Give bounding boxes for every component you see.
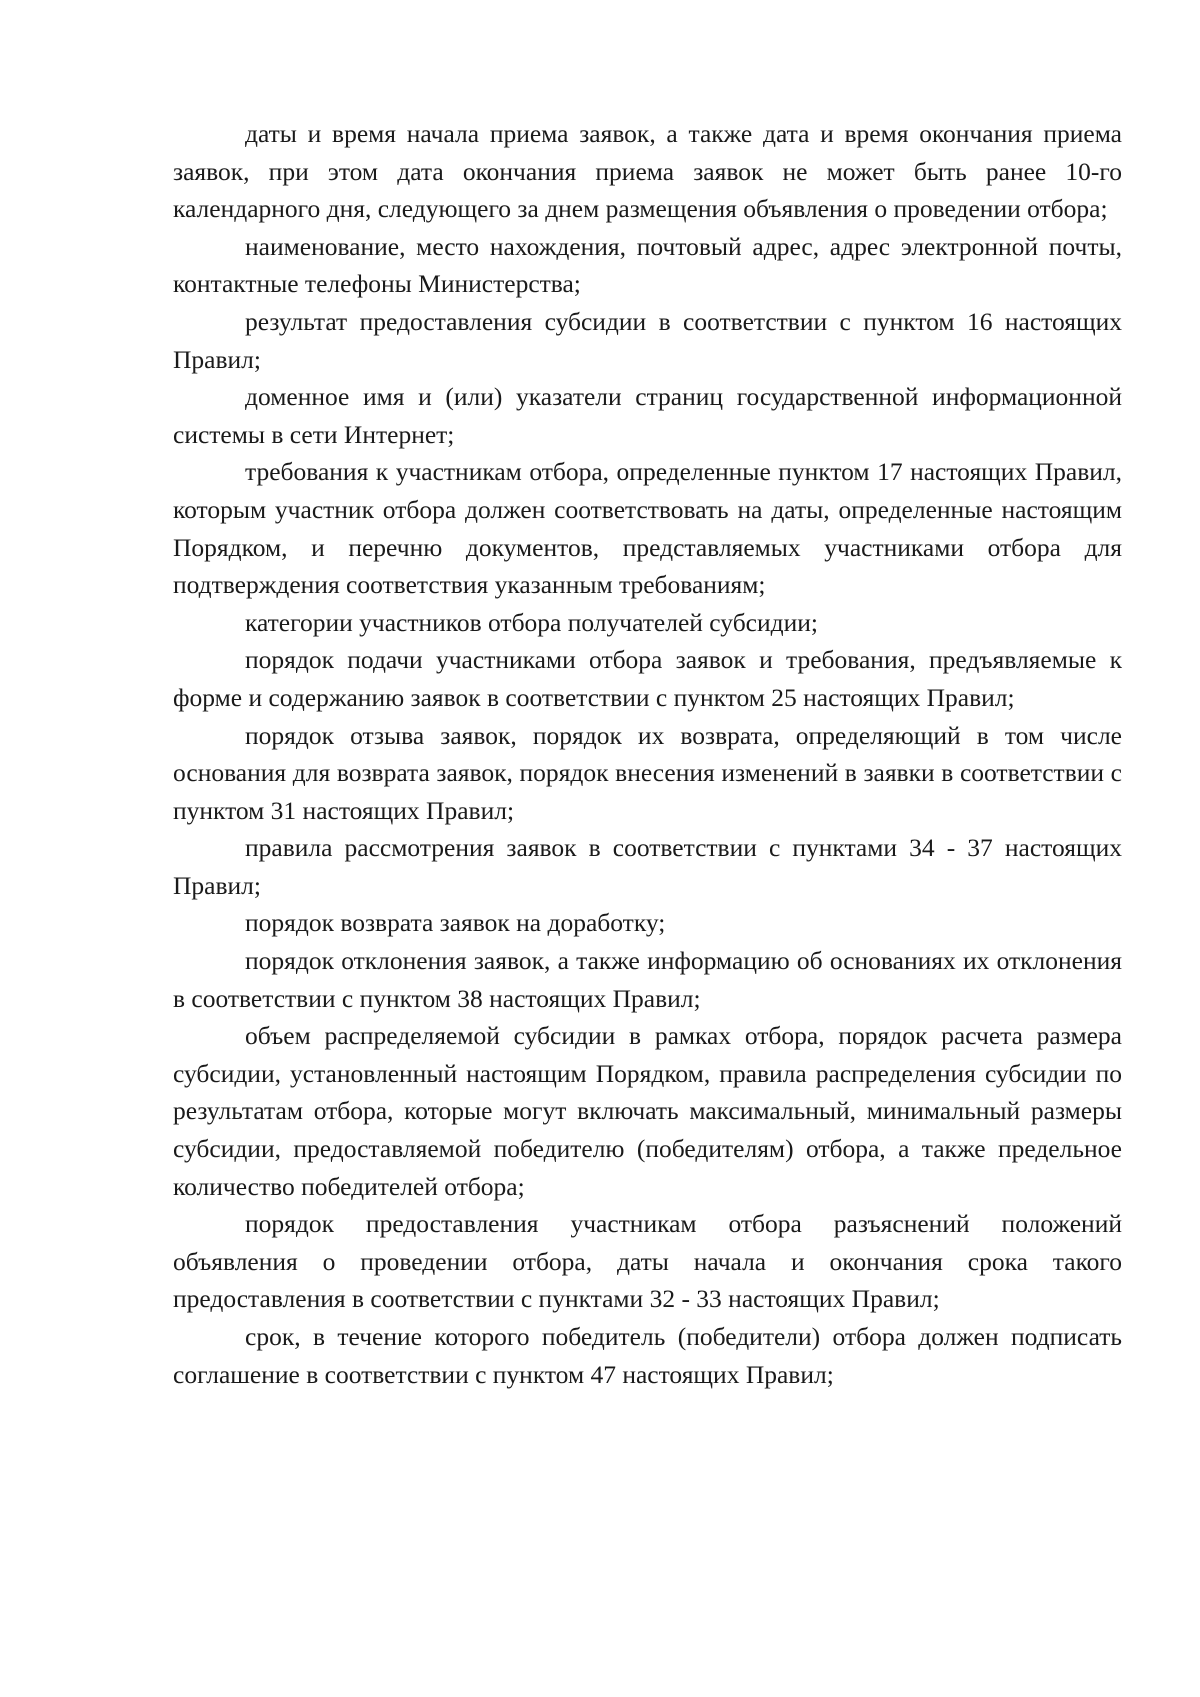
paragraph-withdrawal-procedure: порядок отзыва заявок, порядок их возврата, определяющий в том числе основания для возврата заявок, порядок внесения изменений в заявки в соответствии с пунктом 31 настоящих Правил; — [173, 720, 1122, 825]
paragraph-return-for-revision: порядок возврата заявок на доработку; — [245, 908, 666, 938]
paragraph-ministry-contacts: наименование, место нахождения, почтовый адрес, адрес электронной почты, контактные телефоны Министерства; — [173, 231, 1122, 299]
paragraph-rejection-procedure: порядок отклонения заявок, а также информацию об основаниях их отклонения в соответствии с пунктом 38 настоящих Правил; — [173, 946, 1122, 1013]
paragraph-clarifications: порядок предоставления участникам отбора разъяснений положений объявления о проведении отбора, даты начала и окончания срока такого предоставления в соответствии с пунктами 32 - 33 настоящих Правил; — [173, 1209, 1122, 1314]
paragraph-domain-name: доменное имя и (или) указатели страниц государственной информационной системы в сети Интернет; — [173, 382, 1122, 449]
paragraph-participant-categories: категории участников отбора получателей субсидии; — [245, 607, 818, 637]
document-body — [173, 115, 1122, 1393]
paragraph-subsidy-volume: объем распределяемой субсидии в рамках отбора, порядок расчета размера субсидии, установленный настоящим Порядком, правила распределения субсидии по результатам отбора, которые могут включать максимальный, минимальный размеры субсидии, предоставляемой победителю (победителям) отбора, а также предельное количество победителей отбора; — [173, 1021, 1122, 1201]
paragraph-announcement-dates: даты и время начала приема заявок, а также дата и время окончания приема заявок, при этом дата окончания приема заявок не может быть ранее 10-го календарного дня, следующего за днем размещения объявления о проведении отбора; — [173, 119, 1122, 224]
paragraph-subsidy-result: результат предоставления субсидии в соответствии с пунктом 16 настоящих Правил; — [173, 306, 1122, 374]
paragraph-agreement-deadline: срок, в течение которого победитель (победители) отбора должен подписать соглашение в соответствии с пунктом 47 настоящих Правил; — [173, 1322, 1122, 1389]
paragraph-submission-procedure: порядок подачи участниками отбора заявок и требования, предъявляемые к форме и содержанию заявок в соответствии с пунктом 25 настоящих Правил; — [173, 645, 1122, 712]
paragraph-review-rules: правила рассмотрения заявок в соответствии с пунктами 34 - 37 настоящих Правил; — [173, 833, 1122, 900]
paragraph-participant-requirements: требования к участникам отбора, определенные пунктом 17 настоящих Правил, которым участник отбора должен соответствовать на даты, определенные настоящим Порядком, и перечню документов, представляемых участниками отбора для подтверждения соответствия указанным требованиям; — [173, 457, 1122, 600]
